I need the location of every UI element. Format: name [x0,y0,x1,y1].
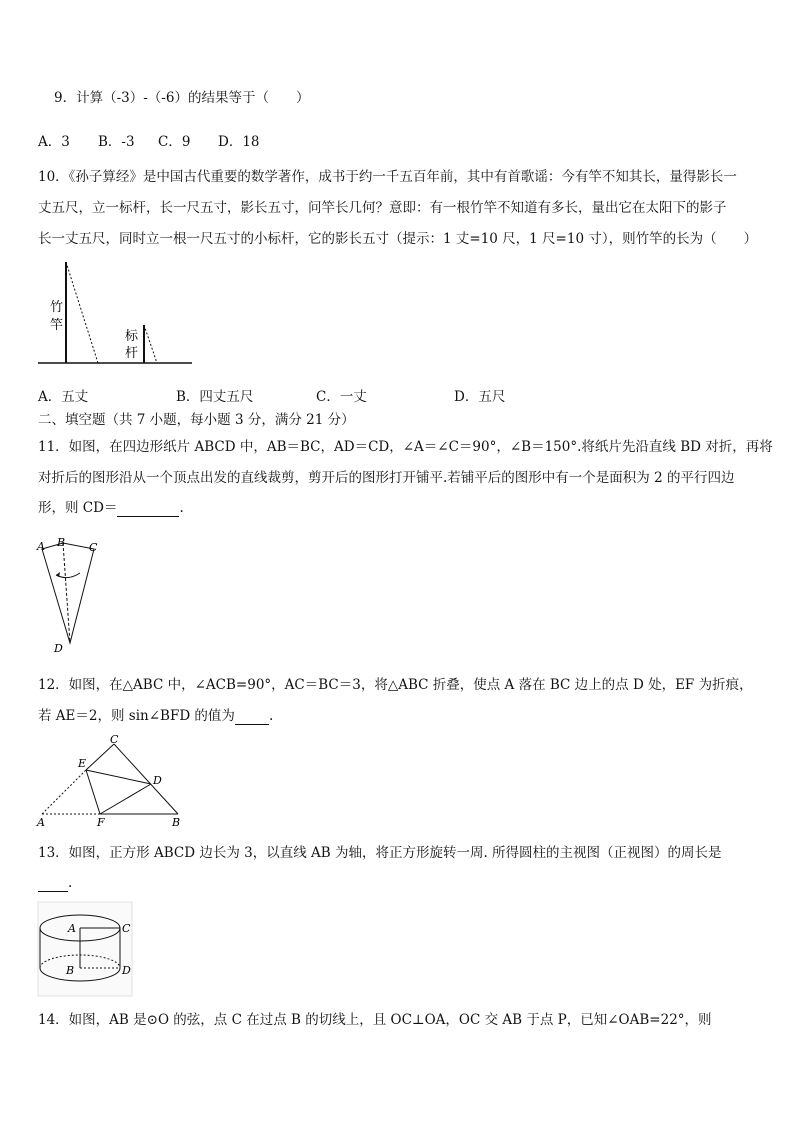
q13-line-2-tail: . [68,875,73,891]
q11-line-3: 形，则 CD＝ [38,500,118,516]
q11-line-2: 对折后的图形沿从一个顶点出发的直线裁剪，剪开后的图形打开铺平.若铺平后的图形中有一个是面积为 2 的平行四边 [38,470,735,486]
kite-outline [42,543,94,643]
figure-frame [38,902,132,996]
label-rod-2: 杆 [125,346,139,361]
q9-option-d: D．18 [218,134,260,150]
q9-option-c: C．9 [158,134,191,150]
label-d: D [54,642,63,655]
side-ae-dotted [42,770,86,814]
q9-text: 9．计算（-3）-（-6）的结果等于（ ） [54,90,310,106]
q10-option-a: A．五丈 [38,389,89,405]
q12-line-2: 若 AE＝2，则 sin∠BFD 的值为 [38,708,235,724]
q10-line-3: 长一丈五尺，同时立一根一尺五寸的小标杆，它的影长五寸（提示：1 丈=10 尺，1 尺=10 寸），则竹竿的长为（ ） [38,231,758,247]
segment-ed [86,770,151,784]
q10-figure-bamboo-shadow [36,258,196,368]
label-c: C [89,541,98,554]
q14-text: 14．如图，AB 是⊙O 的弦，点 C 在过点 B 的切线上，且 OC⊥OA，OC 交 AB 于点 P，已知∠OAB=22°，则 [38,1012,712,1028]
label-d: D [153,774,162,787]
q10-line-1: 10．《孙子算经》是中国古代重要的数学著作，成书于约一千五百年前，其中有首歌谣：今有竿不知其长，量得影长一 [38,169,737,185]
label-a: A [68,922,76,935]
label-a: A [37,816,45,829]
q11-line-1: 11．如图，在四边形纸片 ABCD 中，AB＝BC，AD＝CD，∠A＝∠C＝90°，∠B＝150°.将纸片先沿直线 BD 对折，再将 [38,439,773,455]
q12-line-1: 12．如图，在△ABC 中，∠ACB=90°，AC＝BC＝3，将△ABC 折叠，使点 A 落在 BC 边上的点 D 处，EF 为折痕， [38,677,753,693]
crease-ef [86,770,100,814]
side-ec [86,744,114,770]
q13-line-1: 13．如图，正方形 ABCD 边长为 3，以直线 AB 为轴，将正方形旋转一周. 所得圆柱的主视图（正视图）的周长是 [38,845,722,861]
label-a: A [37,540,45,553]
label-f: F [97,816,105,829]
q10-option-c: C．一丈 [316,389,367,405]
q9-option-b: B．-3 [98,134,135,150]
label-rod-1: 标 [125,329,139,344]
label-c: C [122,922,131,935]
q13-answer-blank[interactable] [38,877,68,892]
bamboo-shadow-ray [66,262,98,363]
label-bamboo-1: 竹 [50,300,64,315]
q10-option-b: B．四丈五尺 [176,389,254,405]
q13-figure-cylinder [36,900,136,1000]
label-b: B [57,536,66,549]
q9-option-a: A．3 [38,134,70,150]
label-b: B [66,964,75,977]
q11-answer-blank[interactable] [117,502,179,517]
q11-line-3-tail: . [179,500,184,516]
label-b: B [172,816,181,829]
q11-figure-kite [34,535,114,660]
label-e: E [78,757,87,770]
q10-option-d: D．五尺 [454,389,506,405]
q12-line-2-tail: . [268,708,274,724]
side-cb [114,744,178,814]
q12-figure-fold-triangle [34,732,194,832]
label-c: C [110,733,119,746]
section-title-fill-in: 二、填空题（共 7 小题，每小题 3 分，满分 21 分） [38,412,355,428]
q12-answer-blank[interactable] [235,710,269,725]
q10-line-2: 丈五尺，立一标杆，长一尺五寸，影长五寸，问竿长几何？意即：有一根竹竿不知道有多长，量出它在太阳下的影子 [38,200,727,216]
fold-line-bd [63,543,70,643]
label-d: D [122,964,131,977]
label-bamboo-2: 竿 [50,318,64,333]
marker-shadow-ray [144,325,157,363]
segment-fd [100,784,151,814]
